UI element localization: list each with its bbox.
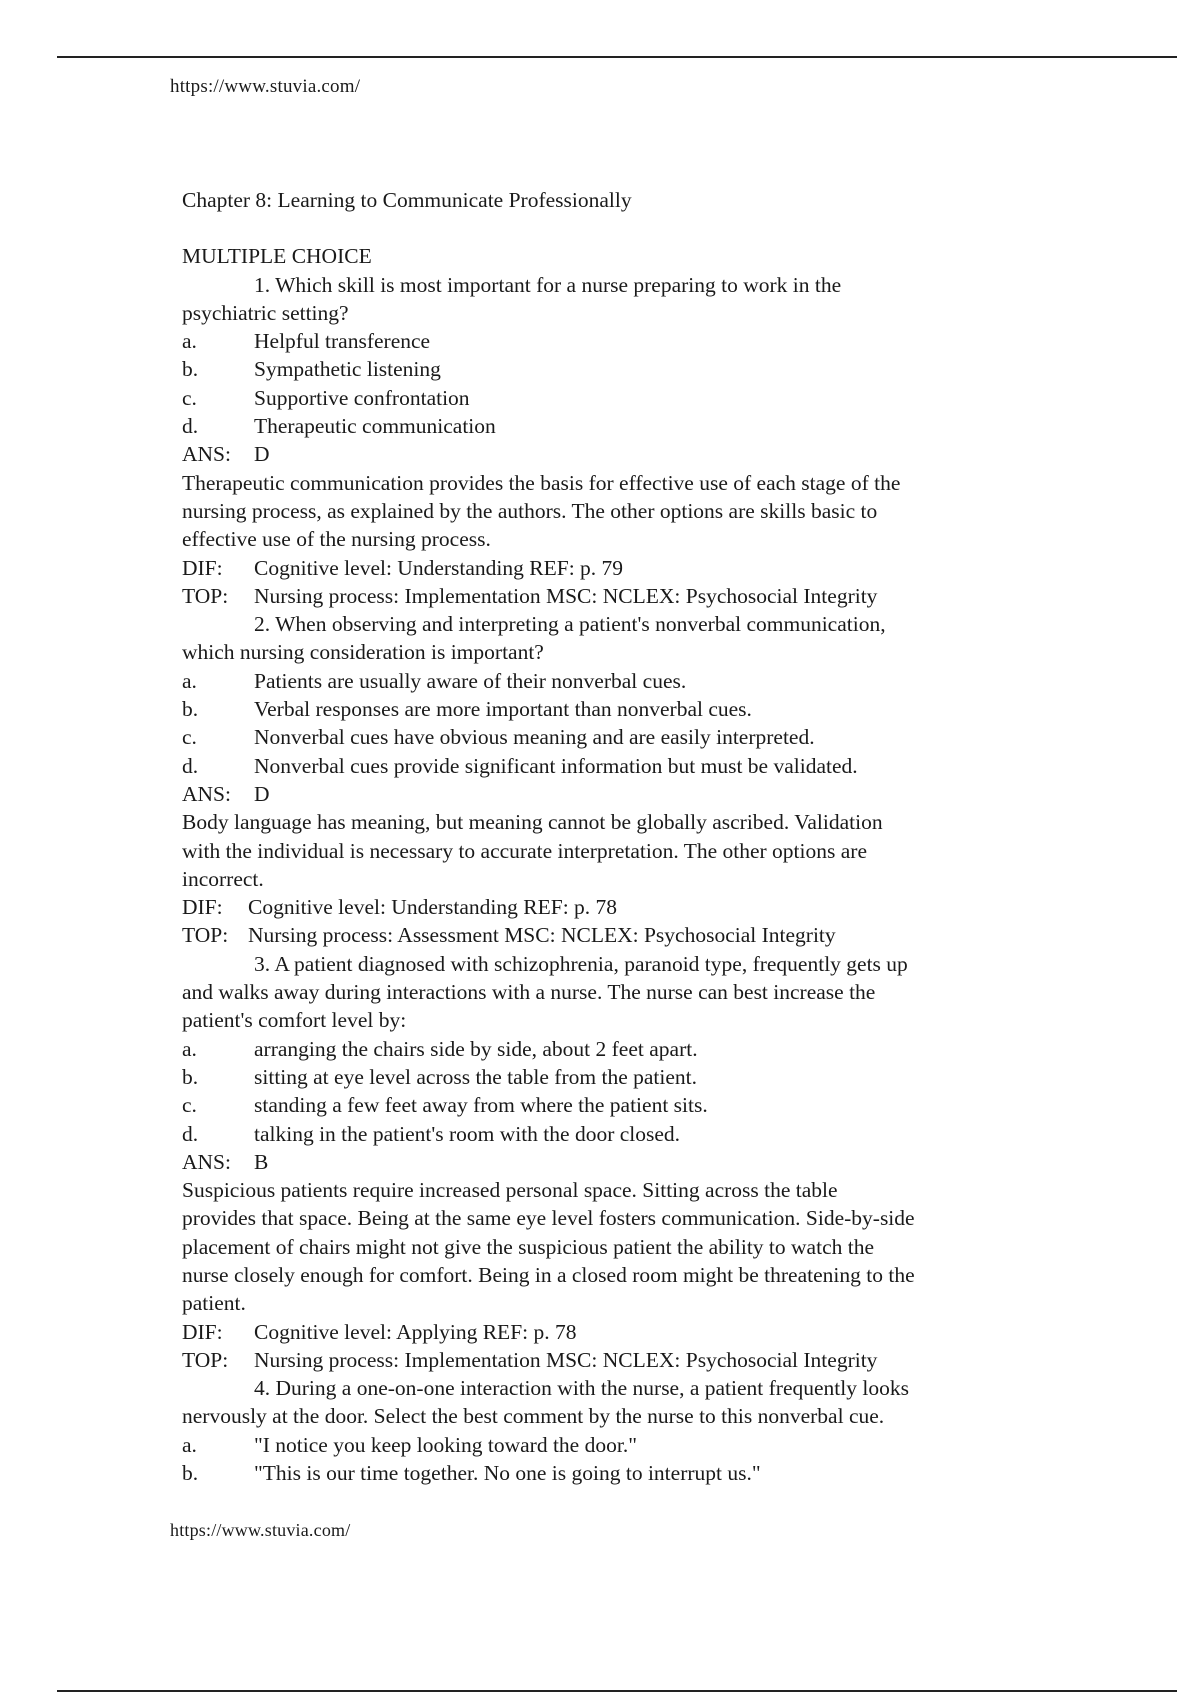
answer-line: ANS: D <box>182 442 270 467</box>
topic-line: TOP: Nursing process: Assessment MSC: NCLEX: Psychosocial Integrity <box>182 923 836 948</box>
top-rule <box>57 56 1177 58</box>
rationale: Suspicious patients require increased personal space. Sitting across the table provides that space. Being at the same eye level fosters communication. Side-by-side placement of chairs might not give the suspicious patient the ability to watch the nurse closely enough for comfort. Being in a closed room might be threatening to the patient. <box>182 1178 915 1316</box>
question-stem: 2. When observing and interpreting a patient's nonverbal communication, which nursing consideration is important? <box>182 612 886 665</box>
bottom-rule <box>57 1690 1177 1692</box>
spacer <box>182 214 1062 242</box>
option-c: c. Supportive confrontation <box>182 385 470 410</box>
question-stem: 3. A patient diagnosed with schizophrenia, paranoid type, frequently gets up and walks away during interactions with a nurse. The nurse can best increase the patient's comfort level by: <box>182 951 908 1033</box>
question-4 <box>182 1374 1062 1487</box>
question-3 <box>182 950 1062 1374</box>
option-a: a. arranging the chairs side by side, about 2 feet apart. <box>182 1036 698 1061</box>
answer-line: ANS: B <box>182 1149 269 1174</box>
option-a: a. Patients are usually aware of their nonverbal cues. <box>182 668 687 693</box>
question-stem: 4. During a one-on-one interaction with the nurse, a patient frequently looks nervously at the door. Select the best comment by the nurse to this nonverbal cue. <box>182 1376 909 1429</box>
document-body <box>182 186 1062 1487</box>
option-a: a. "I notice you keep looking toward the door." <box>182 1432 637 1457</box>
option-d: d. Nonverbal cues provide significant information but must be validated. <box>182 753 858 778</box>
option-b: b. sitting at eye level across the table from the patient. <box>182 1064 697 1089</box>
difficulty-line: DIF: Cognitive level: Applying REF: p. 78 <box>182 1319 577 1344</box>
question-stem: 1. Which skill is most important for a nurse preparing to work in the psychiatric setting? <box>182 272 842 325</box>
difficulty-line: DIF: Cognitive level: Understanding REF: p. 79 <box>182 555 624 580</box>
option-b: b. Sympathetic listening <box>182 357 441 382</box>
question-2 <box>182 610 1062 950</box>
option-a: a. Helpful transference <box>182 329 431 354</box>
option-c: c. standing a few feet away from where the patient sits. <box>182 1093 708 1118</box>
option-d: d. talking in the patient's room with the door closed. <box>182 1121 681 1146</box>
question-1 <box>182 271 1062 611</box>
chapter-title: Chapter 8: Learning to Communicate Professionally <box>182 188 632 212</box>
rationale: Body language has meaning, but meaning cannot be globally ascribed. Validation with the individual is necessary to accurate interpretation. The other options are incorrect. <box>182 810 883 891</box>
topic-line: TOP: Nursing process: Implementation MSC: NCLEX: Psychosocial Integrity <box>182 1347 878 1372</box>
option-b: b. "This is our time together. No one is going to interrupt us." <box>182 1461 761 1486</box>
topic-line: TOP: Nursing process: Implementation MSC: NCLEX: Psychosocial Integrity <box>182 583 878 608</box>
header-url: https://www.stuvia.com/ <box>170 76 361 97</box>
section-label: MULTIPLE CHOICE <box>182 244 372 269</box>
footer-url: https://www.stuvia.com/ <box>170 1520 351 1540</box>
option-d: d. Therapeutic communication <box>182 414 496 439</box>
option-c: c. Nonverbal cues have obvious meaning and are easily interpreted. <box>182 725 815 750</box>
answer-line: ANS: D <box>182 781 270 806</box>
difficulty-line: DIF: Cognitive level: Understanding REF: p. 78 <box>182 895 618 920</box>
rationale: Therapeutic communication provides the basis for effective use of each stage of the nursing process, as explained by the authors. The other options are skills basic to effective use of the nursing process. <box>182 470 901 552</box>
option-b: b. Verbal responses are more important than nonverbal cues. <box>182 697 752 722</box>
